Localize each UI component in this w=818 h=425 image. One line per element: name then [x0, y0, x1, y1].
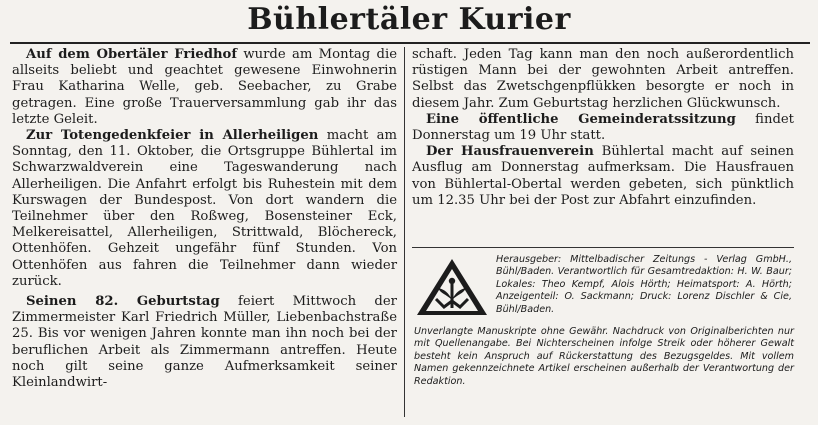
- column-divider: [404, 47, 405, 417]
- article-body: findet Donnerstag um 19 Uhr statt.: [412, 111, 794, 144]
- right-column: [412, 47, 794, 209]
- masthead-rule: [10, 42, 810, 44]
- article-gemeinderatssitzung: [412, 112, 794, 144]
- article-friedhof: [12, 47, 397, 128]
- article-lead: Der Hausfrauenverein: [426, 144, 594, 160]
- article-body: feiert Mittwoch der Zimmermeister Karl Friedrich Müller, Liebenbachstraße 25. Bis vor wenigen Jahren konnte man ihn noch bei der beruflichen Arbeit als Zimmermann antreffen. Heute noch gilt seine ganze Aufmerksamkeit seiner Kleinlandwirt-: [12, 294, 397, 391]
- article-lead: Auf dem Obertäler Friedhof: [26, 47, 238, 62]
- legal-notice: Unverlangte Manuskripte ohne Gewähr. Nachdruck von Originalberichten nur mit Quellenangabe. Bei Nichterscheinen infolge Streik oder höherer Gewalt besteht kein Anspruch auf Rückerstattung des Bezugsgeldes. Mit vollem Namen gekennzeichnete Artikel erscheinen außerhalb der Verantwortung der Redaktion.: [414, 326, 794, 387]
- article-body: Bühlertal macht auf seinen Ausflug am Donnerstag aufmerksam. Die Hausfrauen von Bühlertal-Obertal werden gebeten, sich pünktlich um 12.35 Uhr bei der Post zur Abfahrt einzufinden.: [412, 144, 794, 208]
- article-body: wurde am Montag die allseits beliebt und geachtet gewesene Einwohnerin Frau Katharina Welle, geb. Seebacher, zu Grabe getragen. Eine große Trauerversammlung gab ihr das letzte Geleit.: [12, 47, 397, 127]
- article-geburtstag: [12, 294, 397, 391]
- article-body: macht am Sonntag, den 11. Oktober, die Ortsgruppe Bühlertal im Schwarzwaldverein eine Tageswanderung nach Allerheiligen. Die Anfahrt erfolgt bis Ruhestein mit dem Kurswagen der Bundespost. Von dort wandern die Teilnehmer über den Roßweg, Bosensteiner Eck, Melkereisattel, Allerheiligen, Strittwald, Blöchereck, Ottenhöfen. Gehzeit ungefähr fünf Stunden. Von Ottenhöfen aus fahren die Teilnehmer dann wieder zurück.: [12, 128, 397, 289]
- publisher-info: Herausgeber: Mittelbadischer Zeitungs - Verlag GmbH., Bühl/Baden. Verantwortlich für Gesamtredaktion: H. W. Baur; Lokales: Theo Kempf, Alois Hörth; Heimatsport: A. Hörth; Anzeigenteil: O. Sackmann; Druck: Lorenz Dischler & Cie, Bühl/Baden.: [496, 254, 792, 315]
- article-hausfrauenverein: [412, 144, 794, 209]
- article-totengedenkfeier: [12, 128, 397, 290]
- article-lead: Eine öffentliche Gemeinderatssitzung: [426, 111, 736, 127]
- article-lead: Seinen 82. Geburtstag: [26, 294, 220, 310]
- imprint-rule: [412, 247, 794, 248]
- left-column: [12, 47, 397, 391]
- newspaper-masthead: Bühlertäler Kurier: [247, 2, 571, 37]
- publisher-logo-icon: [414, 256, 490, 318]
- article-geburtstag-continued: schaft. Jeden Tag kann man den noch außerordentlich rüstigen Mann bei der gewohnten Arbeit antreffen. Selbst das Zwetschgenpflükken besorgte er noch in diesem Jahr. Zum Geburtstag herzlichen Glückwunsch.: [412, 47, 794, 111]
- article-lead: Zur Totengedenkfeier in Allerheiligen: [26, 128, 319, 144]
